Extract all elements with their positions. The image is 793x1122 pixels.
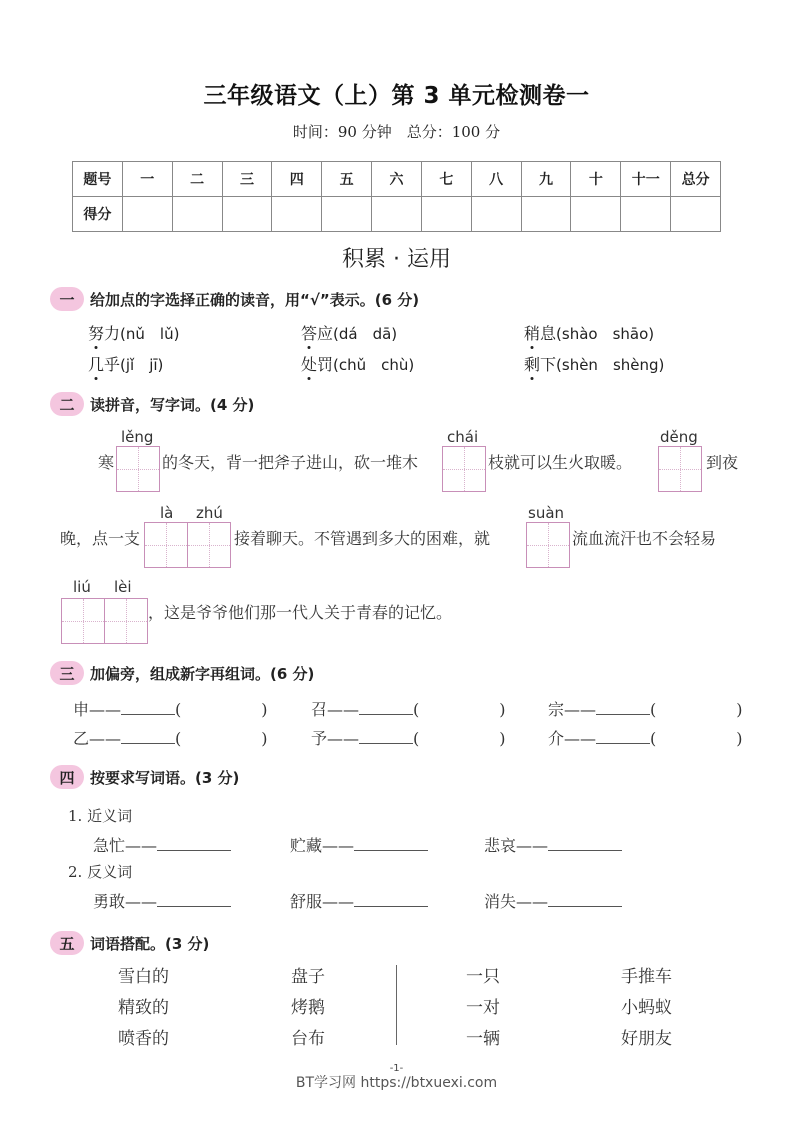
sentence-text: 晚，点一支	[60, 529, 141, 548]
match-item[interactable]: 好朋友	[621, 1029, 672, 1049]
score-cell: 四	[272, 162, 322, 197]
radical-item	[73, 726, 268, 749]
sub-question-label: 2. 反义词	[68, 863, 133, 881]
paren: )	[499, 729, 506, 748]
writing-box[interactable]	[658, 446, 702, 492]
pinyin-choice-item	[524, 321, 654, 344]
match-item[interactable]: 精致的	[118, 998, 169, 1018]
char: 息	[540, 324, 557, 343]
dotted-char: 答	[301, 324, 318, 343]
dotted-char: 稍	[524, 324, 541, 343]
exam-info: 时间：90 分钟 总分：100 分	[292, 123, 501, 141]
answer-blank[interactable]	[359, 714, 413, 715]
word: 消失——	[484, 892, 549, 911]
score-input-cell[interactable]	[671, 197, 721, 232]
word: 舒服——	[290, 892, 355, 911]
antonym-prompt	[484, 889, 622, 912]
writing-box[interactable]	[104, 598, 148, 644]
sentence-text: 寒	[98, 453, 115, 472]
writing-box[interactable]	[442, 446, 486, 492]
score-cell: 总分	[671, 162, 721, 197]
score-input-cell[interactable]	[272, 197, 322, 232]
score-row-label: 得分	[73, 197, 123, 232]
score-input-cell[interactable]	[571, 197, 621, 232]
writing-box[interactable]	[144, 522, 188, 568]
score-cell: 题号	[73, 162, 123, 197]
score-cell: 十	[571, 162, 621, 197]
question-prompt: 给加点的字选择正确的读音，用“√”表示。(6 分)	[90, 290, 420, 309]
score-cell: 七	[421, 162, 471, 197]
sentence-text: 流血流汗也不会轻易	[572, 529, 717, 548]
score-input-cell[interactable]	[421, 197, 471, 232]
word: 贮藏——	[290, 836, 355, 855]
match-item[interactable]: 盘子	[291, 967, 325, 987]
pinyin-choice-item	[301, 352, 414, 375]
dotted-char: 处	[301, 355, 318, 374]
radical-item	[548, 726, 743, 749]
paren: )	[261, 700, 268, 719]
pinyin-options[interactable]: (shèn shèng)	[556, 356, 665, 374]
pinyin-label: lěng	[121, 428, 154, 446]
pinyin-options[interactable]: (nǔ lǔ)	[120, 325, 180, 343]
pinyin-choice-item	[301, 321, 397, 344]
answer-blank[interactable]	[121, 714, 175, 715]
char: 力	[104, 324, 121, 343]
answer-blank[interactable]	[548, 850, 622, 851]
dash: ——	[89, 700, 122, 719]
dash: ——	[327, 700, 360, 719]
char: 罚	[317, 355, 334, 374]
radical-item	[311, 726, 506, 749]
question-2-heading	[50, 392, 254, 416]
pinyin-label: suàn	[528, 504, 565, 522]
dash: ——	[327, 729, 360, 748]
base-char: 宗	[548, 700, 565, 719]
match-item[interactable]: 台布	[291, 1029, 325, 1049]
sentence-text: ，这是爷爷他们那一代人关于青春的记忆。	[148, 603, 453, 622]
paren: )	[499, 700, 506, 719]
answer-blank[interactable]	[359, 743, 413, 744]
pinyin-choice-item	[88, 321, 179, 344]
part-title: 积累 · 运用	[342, 247, 451, 272]
match-item[interactable]: 一辆	[466, 1029, 500, 1049]
pinyin-label: chái	[447, 428, 479, 446]
pinyin-label: zhú	[196, 504, 223, 522]
paren: (	[175, 729, 182, 748]
dotted-char: 几	[88, 355, 105, 374]
sentence-text: 接着聊天。不管遇到多大的困难，就	[234, 529, 491, 548]
score-cell: 六	[372, 162, 422, 197]
synonym-prompt	[93, 833, 231, 856]
score-cell: 一	[122, 162, 172, 197]
page-number: -1-	[389, 1063, 404, 1074]
question-prompt: 按要求写词语。(3 分)	[90, 768, 240, 787]
sentence-text: 的冬天，背一把斧子进山，砍一堆木	[162, 453, 419, 472]
char: 应	[317, 324, 334, 343]
base-char: 予	[311, 729, 328, 748]
answer-blank[interactable]	[354, 850, 428, 851]
antonym-prompt	[93, 889, 231, 912]
pinyin-options[interactable]: (jǐ jī)	[120, 356, 164, 374]
synonym-prompt	[484, 833, 622, 856]
question-3-heading	[50, 661, 314, 685]
antonym-prompt	[290, 889, 428, 912]
paren: (	[175, 700, 182, 719]
column-divider	[396, 965, 397, 1045]
answer-blank[interactable]	[157, 850, 231, 851]
dash: ——	[564, 729, 597, 748]
score-cell: 二	[172, 162, 222, 197]
dash: ——	[89, 729, 122, 748]
score-input-cell[interactable]	[222, 197, 272, 232]
paren: )	[736, 700, 743, 719]
site-watermark: BT学习网 https://btxuexi.com	[295, 1075, 498, 1091]
paren: )	[736, 729, 743, 748]
pinyin-label: là	[160, 504, 174, 522]
answer-blank[interactable]	[548, 906, 622, 907]
answer-blank[interactable]	[354, 906, 428, 907]
pinyin-choice-item	[88, 352, 163, 375]
page-title: 三年级语文（上）第 3 单元检测卷一	[203, 83, 590, 109]
score-cell: 五	[322, 162, 372, 197]
dotted-char: 努	[88, 324, 105, 343]
question-number-badge: 四	[50, 765, 84, 789]
writing-box[interactable]	[61, 598, 105, 644]
score-table	[72, 161, 721, 232]
score-cell: 九	[521, 162, 571, 197]
writing-box[interactable]	[187, 522, 231, 568]
question-number-badge: 二	[50, 392, 84, 416]
match-item[interactable]: 烤鹅	[291, 998, 325, 1018]
word: 急忙——	[93, 836, 158, 855]
pinyin-options[interactable]: (chǔ chù)	[333, 356, 415, 374]
base-char: 申	[73, 700, 90, 719]
dash: ——	[564, 700, 597, 719]
writing-box[interactable]	[526, 522, 570, 568]
question-number-badge: 一	[50, 287, 84, 311]
word: 勇敢——	[93, 892, 158, 911]
match-item[interactable]: 一只	[466, 967, 500, 987]
match-item[interactable]: 手推车	[621, 967, 672, 987]
score-input-cell[interactable]	[322, 197, 372, 232]
match-item[interactable]: 喷香的	[118, 1029, 169, 1049]
sub-question-label: 1. 近义词	[68, 807, 133, 825]
score-cell: 八	[471, 162, 521, 197]
base-char: 介	[548, 729, 565, 748]
sentence-text: 枝就可以生火取暖。	[488, 453, 633, 472]
base-char: 召	[311, 700, 328, 719]
match-item[interactable]: 雪白的	[118, 967, 169, 987]
question-number-badge: 五	[50, 931, 84, 955]
question-number-badge: 三	[50, 661, 84, 685]
base-char: 乙	[73, 729, 90, 748]
paren: (	[413, 700, 420, 719]
pinyin-label: liú	[73, 578, 91, 596]
score-cell: 三	[222, 162, 272, 197]
score-table-score-row	[73, 197, 721, 232]
question-prompt: 词语搭配。(3 分)	[90, 934, 210, 953]
pinyin-options[interactable]: (shào shāo)	[556, 325, 655, 343]
word: 悲哀——	[484, 836, 549, 855]
score-input-cell[interactable]	[372, 197, 422, 232]
paren: (	[650, 729, 657, 748]
pinyin-label: děng	[660, 428, 698, 446]
answer-blank[interactable]	[121, 743, 175, 744]
question-4-heading	[50, 765, 239, 789]
question-prompt: 加偏旁，组成新字再组词。(6 分)	[90, 664, 315, 683]
radical-item	[311, 697, 506, 720]
question-1-heading	[50, 287, 419, 311]
match-item[interactable]: 小蚂蚁	[621, 998, 672, 1018]
score-cell: 十一	[621, 162, 671, 197]
dotted-char: 剩	[524, 355, 541, 374]
pinyin-options[interactable]: (dá dā)	[333, 325, 398, 343]
sentence-text: 到夜	[706, 453, 739, 472]
score-input-cell[interactable]	[621, 197, 671, 232]
char: 下	[540, 355, 557, 374]
score-input-cell[interactable]	[172, 197, 222, 232]
paren: )	[261, 729, 268, 748]
question-5-heading	[50, 931, 209, 955]
answer-blank[interactable]	[157, 906, 231, 907]
score-input-cell[interactable]	[471, 197, 521, 232]
pinyin-choice-item	[524, 352, 664, 375]
radical-item	[73, 697, 268, 720]
score-table-header-row	[73, 162, 721, 197]
match-item[interactable]: 一对	[466, 998, 500, 1018]
synonym-prompt	[290, 833, 428, 856]
question-prompt: 读拼音，写字词。(4 分)	[90, 395, 255, 414]
pinyin-label: lèi	[114, 578, 132, 596]
paren: (	[413, 729, 420, 748]
score-input-cell[interactable]	[521, 197, 571, 232]
answer-blank[interactable]	[596, 714, 650, 715]
char: 乎	[104, 355, 121, 374]
radical-item	[548, 697, 743, 720]
paren: (	[650, 700, 657, 719]
answer-blank[interactable]	[596, 743, 650, 744]
score-input-cell[interactable]	[122, 197, 172, 232]
writing-box[interactable]	[116, 446, 160, 492]
